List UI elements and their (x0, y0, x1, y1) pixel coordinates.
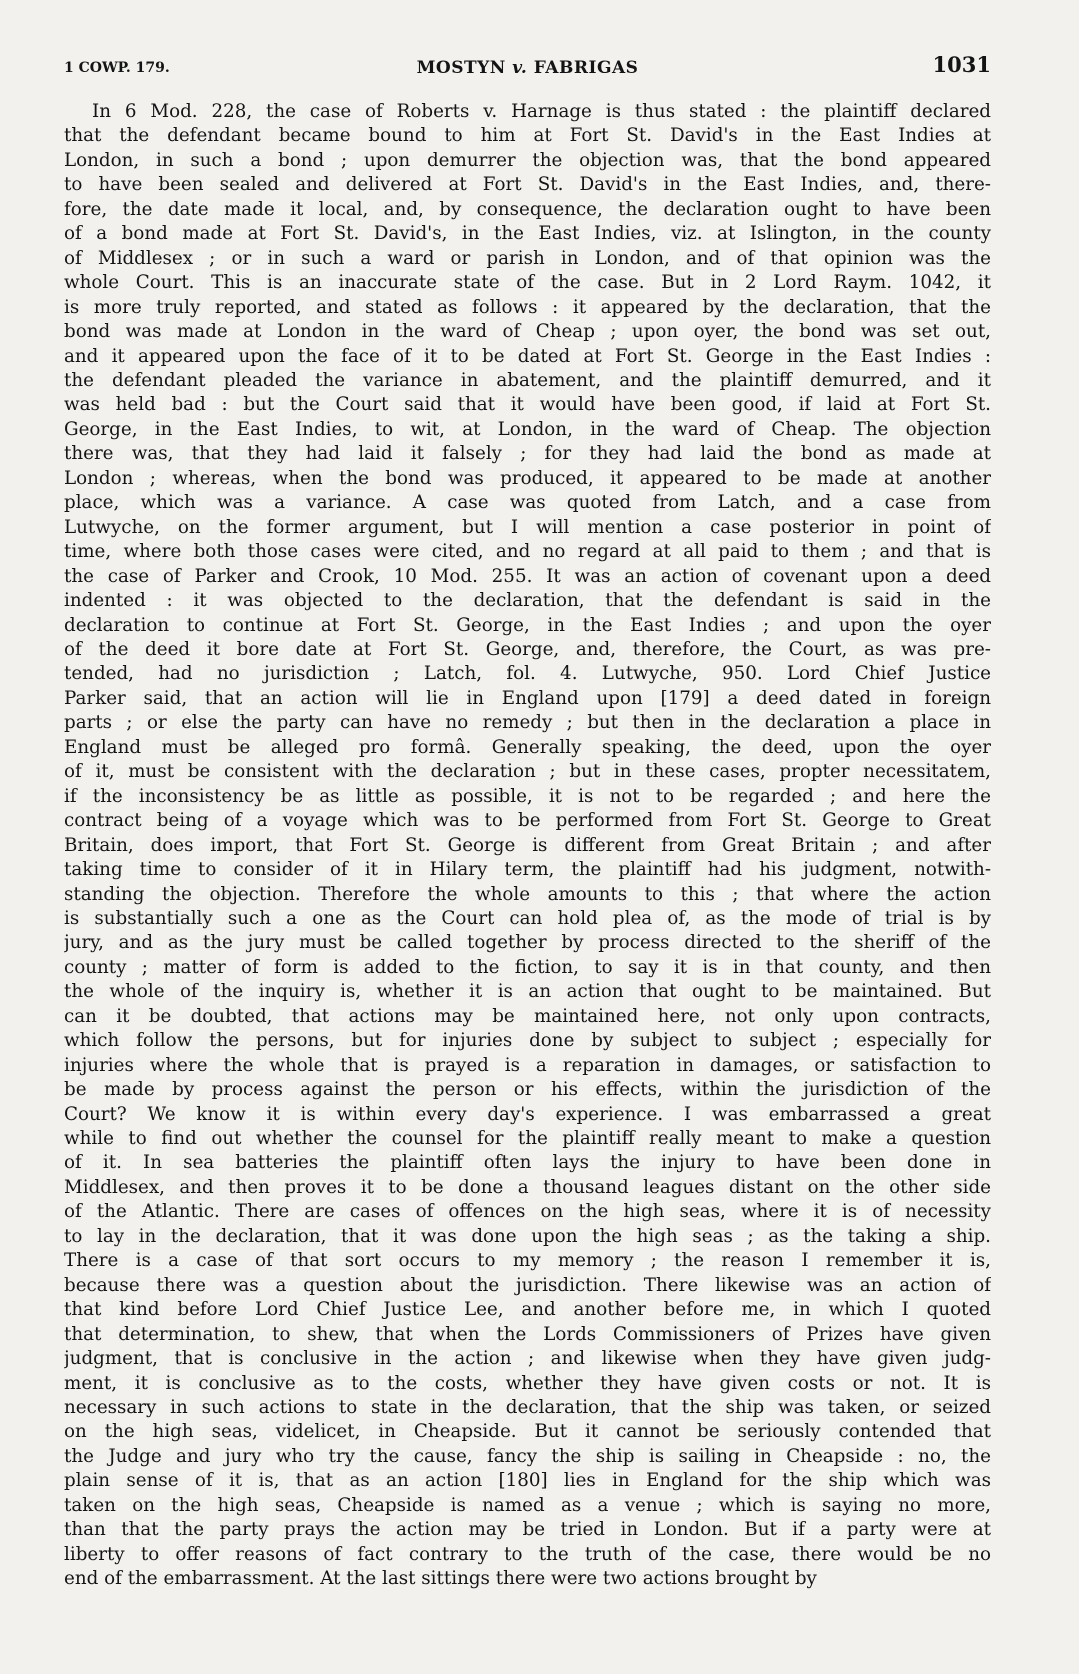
text-line: of the Atlantic. There are cases of offences on the high seas, where it is of necessity (64, 1201, 991, 1223)
text-line: Parker said, that an action will lie in England upon [179] a deed dated in foreign (64, 687, 991, 709)
header-case-party-a: MOSTYN (416, 58, 513, 78)
header-citation: 1 COWP. 179. (64, 60, 170, 76)
text-line: on the high seas, videlicet, in Cheapside. But it cannot be seriously contended that (64, 1421, 991, 1443)
body-text (64, 100, 991, 1592)
text-line: fore, the date made it local, and, by consequence, the declaration ought to have been (64, 198, 991, 220)
text-line: that kind before Lord Chief Justice Lee, and another before me, in which I quoted (64, 1299, 991, 1321)
text-line: county ; matter of form is added to the fiction, to say it is in that county, and then (64, 956, 991, 978)
text-line: declaration to continue at Fort St. George, in the East Indies ; and upon the oyer (64, 614, 991, 636)
text-line: is substantially such a one as the Court can hold plea of, as the mode of trial is by (64, 907, 991, 929)
text-line: the case of Parker and Crook, 10 Mod. 255. It was an action of covenant upon a deed (64, 565, 991, 587)
text-line: Middlesex, and then proves it to be done a thousand leagues distant on the other side (64, 1176, 991, 1198)
text-line: jury, and as the jury must be called together by process directed to the sheriff of the (64, 932, 991, 954)
text-line: injuries where the whole that is prayed is a reparation in damages, or satisfaction to (64, 1054, 991, 1076)
text-line: London, in such a bond ; upon demurrer the objection was, that the bond appeared (64, 149, 991, 171)
text-line: In 6 Mod. 228, the case of Roberts v. Harnage is thus stated : the plaintiff declared (92, 101, 991, 122)
text-line: parts ; or else the party can have no remedy ; but then in the declaration a place in (64, 712, 991, 734)
text-line: tended, had no jurisdiction ; Latch, fol. 4. Lutwyche, 950. Lord Chief Justice (64, 663, 991, 685)
text-line: than that the party prays the action may be tried in London. But if a party were at (64, 1519, 991, 1541)
text-line: time, where both those cases were cited, and no regard at all paid to them ; and that is (64, 541, 991, 563)
text-line: while to find out whether the counsel for the plaintiff really meant to make a question (64, 1128, 991, 1150)
page-number: 1031 (932, 52, 991, 77)
text-line: was held bad : but the Court said that it would have been good, if laid at Fort St. (64, 394, 991, 416)
text-line: plain sense of it is, that as an action [180] lies in England for the ship which was (64, 1470, 991, 1492)
text-line: the defendant pleaded the variance in abatement, and the plaintiff demurred, and it (64, 369, 991, 391)
text-line: can it be doubted, that actions may be maintained here, not only upon contracts, (64, 1005, 991, 1027)
text-line: necessary in such actions to state in the declaration, that the ship was taken, or seized (64, 1397, 991, 1419)
text-line: There is a case of that sort occurs to my memory ; the reason I remember it is, (64, 1250, 991, 1272)
text-line: of a bond made at Fort St. David's, in the East Indies, viz. at Islington, in the county (64, 223, 991, 245)
text-line: liberty to offer reasons of fact contrary to the truth of the case, there would be no (64, 1543, 991, 1565)
text-line: to lay in the declaration, that it was done upon the high seas ; as the taking a ship. (64, 1225, 991, 1247)
text-line: the Judge and jury who try the cause, fancy the ship is sailing in Cheapside : no, the (64, 1445, 991, 1467)
text-line: the whole of the inquiry is, whether it is an action that ought to be maintained. But (64, 981, 991, 1003)
text-line: that determination, to shew, that when the Lords Commissioners of Prizes have given (64, 1323, 991, 1345)
text-line: place, which was a variance. A case was quoted from Latch, and a case from (64, 492, 991, 514)
text-line: taken on the high seas, Cheapside is named as a venue ; which is saying no more, (64, 1494, 991, 1516)
text-line: of it. In sea batteries the plaintiff often lays the injury to have been done in (64, 1152, 991, 1174)
text-line: judgment, that is conclusive in the action ; and likewise when they have given judg- (64, 1348, 991, 1370)
text-line: standing the objection. Therefore the whole amounts to this ; that where the action (64, 883, 991, 905)
text-line: Court? We know it is within every day's experience. I was embarrassed a great (64, 1103, 991, 1125)
text-line: be made by process against the person or his effects, within the jurisdiction of the (64, 1079, 991, 1101)
text-line: London ; whereas, when the bond was produced, it appeared to be made at another (64, 467, 991, 489)
header-case-title (64, 58, 991, 78)
text-line: Britain, does import, that Fort St. George is different from Great Britain ; and after (64, 834, 991, 856)
text-line: that the defendant became bound to him at Fort St. David's in the East Indies at (64, 125, 991, 147)
text-line: taking time to consider of it in Hilary term, the plaintiff had his judgment, notwith- (64, 859, 991, 881)
text-line: end of the embarrassment. At the last sittings there were two actions brought by (64, 1568, 817, 1590)
text-line: of it, must be consistent with the declaration ; but in these cases, propter necessitatem, (64, 761, 991, 783)
text-line: there was, that they had laid it falsely ; for they had laid the bond as made at (64, 443, 991, 465)
text-line: which follow the persons, but for injuries done by subject to subject ; especially for (64, 1030, 991, 1052)
text-line: Lutwyche, on the former argument, but I will mention a case posterior in point of (64, 516, 991, 538)
text-line: indented : it was objected to the declaration, that the defendant is said in the (64, 590, 991, 612)
running-header (64, 52, 991, 88)
text-line: whole Court. This is an inaccurate state of the case. But in 2 Lord Raym. 1042, it (64, 272, 991, 294)
text-line: of Middlesex ; or in such a ward or parish in London, and of that opinion was the (64, 247, 991, 269)
header-case-versus: v. (512, 58, 528, 78)
text-line: bond was made at London in the ward of Cheap ; upon oyer, the bond was set out, (64, 321, 991, 343)
text-line: if the inconsistency be as little as possible, it is not to be regarded ; and here the (64, 785, 991, 807)
text-line: ment, it is conclusive as to the costs, whether they have given costs or not. It is (64, 1372, 991, 1394)
text-line: and it appeared upon the face of it to be dated at Fort St. George in the East Indies : (64, 345, 991, 367)
text-line: is more truly reported, and stated as follows : it appeared by the declaration, that the (64, 296, 991, 318)
text-line: contract being of a voyage which was to be performed from Fort St. George to Great (64, 810, 991, 832)
text-line: England must be alleged pro formâ. Generally speaking, the deed, upon the oyer (64, 736, 991, 758)
header-case-party-b: FABRIGAS (527, 58, 639, 78)
text-line: to have been sealed and delivered at Fort St. David's in the East Indies, and, there- (64, 174, 991, 196)
text-line: of the deed it bore date at Fort St. George, and, therefore, the Court, as was pre- (64, 638, 991, 660)
text-line: because there was a question about the jurisdiction. There likewise was an action of (64, 1274, 991, 1296)
text-line: George, in the East Indies, to wit, at London, in the ward of Cheap. The objection (64, 418, 991, 440)
